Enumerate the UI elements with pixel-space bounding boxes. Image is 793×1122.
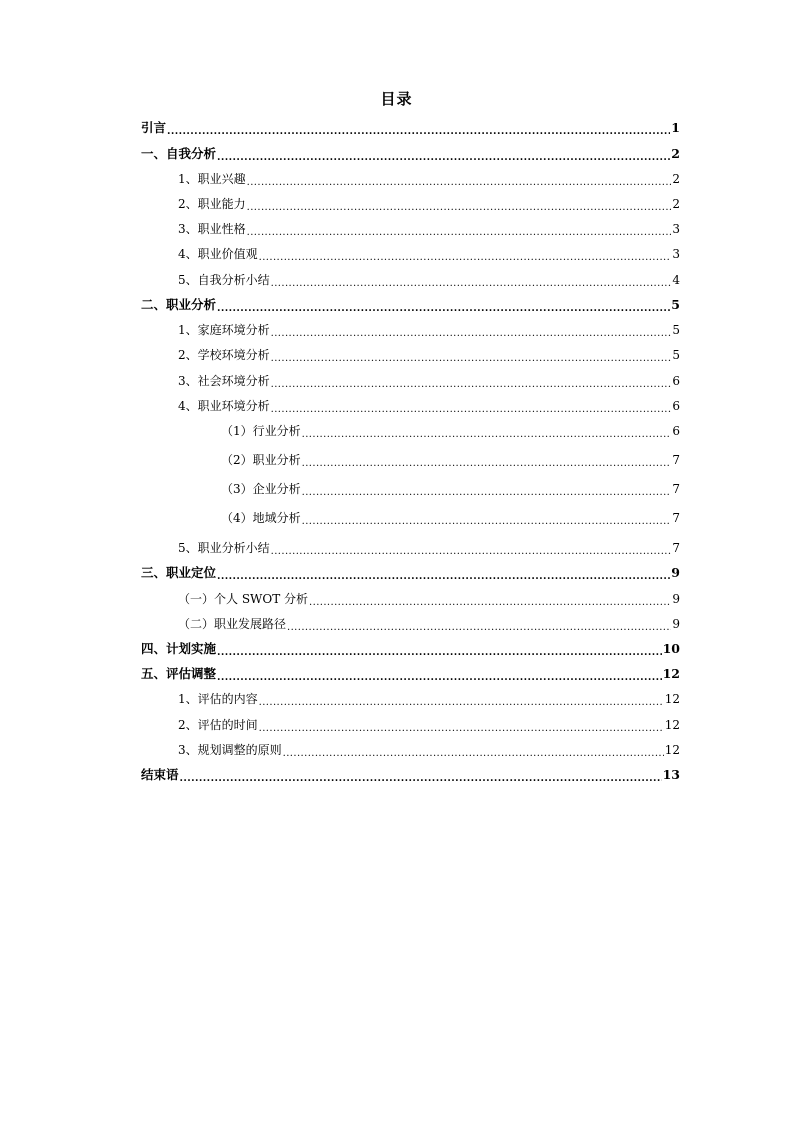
- dot-leader: [167, 124, 670, 136]
- toc-entry-social-environment[interactable]: [178, 373, 680, 389]
- toc-entry-page-number: 7: [672, 541, 680, 555]
- toc-entry-label: 2、学校环境分析: [178, 348, 270, 362]
- toc-entry-page-number: 6: [672, 399, 680, 413]
- toc-entry-self-analysis[interactable]: [141, 146, 680, 162]
- toc-entry-page-number: 9: [672, 592, 680, 606]
- toc-entry-label: 四、计划实施: [141, 641, 217, 656]
- dot-leader: [302, 485, 672, 497]
- toc-entry-career-analysis-summary[interactable]: [178, 540, 680, 556]
- toc-entry-career-personality[interactable]: [178, 221, 680, 237]
- toc-entry-page-number: 2: [672, 172, 680, 186]
- toc-entry-career-ability[interactable]: [178, 196, 680, 212]
- dot-leader: [271, 326, 672, 338]
- toc-entry-label: 二、职业分析: [141, 297, 217, 312]
- toc-entry-label: 5、自我分析小结: [178, 273, 270, 287]
- toc-entry-label: 三、职业定位: [141, 565, 217, 580]
- toc-entry-label: 3、社会环境分析: [178, 374, 270, 388]
- toc-entry-label: 3、规划调整的原则: [178, 743, 282, 757]
- toc-entry-label: （1）行业分析: [221, 424, 301, 438]
- toc-entry-evaluation-adjustment[interactable]: [141, 666, 680, 682]
- toc-entry-evaluation-content[interactable]: [178, 691, 680, 707]
- dot-leader: [247, 175, 672, 187]
- toc-entry-career-analysis[interactable]: [141, 297, 680, 313]
- toc-entry-page-number: 5: [672, 323, 680, 337]
- toc-entry-label: 3、职业性格: [178, 222, 246, 236]
- dot-leader: [283, 746, 664, 758]
- toc-entry-label: （一）个人 SWOT 分析: [178, 592, 309, 606]
- toc-title: 目录: [380, 90, 413, 108]
- toc-entry-personal-swot[interactable]: [178, 591, 680, 607]
- toc-entry-page-number: 12: [664, 718, 680, 732]
- toc-entry-career-environment[interactable]: [178, 398, 680, 414]
- toc-entry-page-number: 9: [671, 565, 680, 580]
- toc-entry-label: 2、评估的时间: [178, 718, 258, 732]
- dot-leader: [217, 569, 670, 581]
- dot-leader: [247, 200, 672, 212]
- toc-entry-career-path[interactable]: [178, 616, 680, 632]
- dot-leader: [271, 276, 672, 288]
- toc-entry-self-analysis-summary[interactable]: [178, 272, 680, 288]
- toc-entry-region-analysis[interactable]: [221, 510, 680, 526]
- toc-entry-page-number: 12: [664, 692, 680, 706]
- toc-entry-page-number: 9: [672, 617, 680, 631]
- dot-leader: [247, 225, 672, 237]
- toc-entry-label: 1、职业兴趣: [178, 172, 246, 186]
- toc-entry-page-number: 12: [664, 743, 680, 757]
- toc-entry-page-number: 2: [672, 197, 680, 211]
- dot-leader: [302, 427, 672, 439]
- dot-leader: [302, 456, 672, 468]
- dot-leader: [259, 721, 664, 733]
- toc-entry-label: 4、职业环境分析: [178, 399, 270, 413]
- toc-entry-label: 5、职业分析小结: [178, 541, 270, 555]
- toc-entry-page-number: 12: [662, 666, 680, 681]
- toc-entry-page-number: 10: [662, 641, 680, 656]
- toc-entry-page-number: 1: [671, 120, 680, 135]
- dot-leader: [180, 771, 662, 783]
- toc-entry-page-number: 3: [672, 247, 680, 261]
- toc-entry-conclusion[interactable]: [141, 767, 680, 783]
- toc-entry-enterprise-analysis[interactable]: [221, 481, 680, 497]
- toc-entry-label: （3）企业分析: [221, 482, 301, 496]
- toc-entry-label: 结束语: [141, 767, 179, 782]
- toc-entry-label: 一、自我分析: [141, 146, 217, 161]
- toc-entry-label: 1、评估的内容: [178, 692, 258, 706]
- dot-leader: [217, 150, 670, 162]
- dot-leader: [259, 695, 664, 707]
- toc-entry-occupation-analysis[interactable]: [221, 452, 680, 468]
- dot-leader: [271, 351, 672, 363]
- toc-entry-page-number: 13: [662, 767, 680, 782]
- toc-entry-career-interest[interactable]: [178, 171, 680, 187]
- dot-leader: [259, 250, 672, 262]
- dot-leader: [287, 620, 671, 632]
- dot-leader: [309, 595, 671, 607]
- toc-entry-page-number: 5: [671, 297, 680, 312]
- dot-leader: [271, 377, 672, 389]
- toc-entry-career-positioning[interactable]: [141, 565, 680, 581]
- dot-leader: [217, 670, 662, 682]
- toc-entry-label: 五、评估调整: [141, 666, 217, 681]
- toc-entry-plan-implementation[interactable]: [141, 641, 680, 657]
- dot-leader: [302, 514, 672, 526]
- toc-entry-introduction[interactable]: [141, 120, 680, 136]
- toc-entry-family-environment[interactable]: [178, 322, 680, 338]
- dot-leader: [217, 301, 670, 313]
- toc-entry-page-number: 3: [672, 222, 680, 236]
- toc-entry-label: 1、家庭环境分析: [178, 323, 270, 337]
- dot-leader: [217, 645, 662, 657]
- toc-entry-industry-analysis[interactable]: [221, 423, 680, 439]
- dot-leader: [271, 402, 672, 414]
- toc-entry-label: 引言: [141, 120, 167, 135]
- toc-entry-evaluation-time[interactable]: [178, 717, 680, 733]
- toc-entry-label: （4）地域分析: [221, 511, 301, 525]
- toc-entry-label: （二）职业发展路径: [178, 617, 287, 631]
- toc-entry-page-number: 7: [672, 482, 680, 496]
- toc-entry-career-values[interactable]: [178, 246, 680, 262]
- toc-entry-page-number: 6: [672, 424, 680, 438]
- toc-entry-label: （2）职业分析: [221, 453, 301, 467]
- toc-entry-school-environment[interactable]: [178, 347, 680, 363]
- toc-entry-page-number: 4: [672, 273, 680, 287]
- dot-leader: [271, 544, 672, 556]
- toc-entry-page-number: 2: [671, 146, 680, 161]
- toc-entry-page-number: 5: [672, 348, 680, 362]
- toc-entry-adjustment-principles[interactable]: [178, 742, 680, 758]
- toc-entry-page-number: 6: [672, 374, 680, 388]
- toc-entry-page-number: 7: [672, 453, 680, 467]
- toc-entry-label: 2、职业能力: [178, 197, 246, 211]
- toc-entry-label: 4、职业价值观: [178, 247, 258, 261]
- toc-entry-page-number: 7: [672, 511, 680, 525]
